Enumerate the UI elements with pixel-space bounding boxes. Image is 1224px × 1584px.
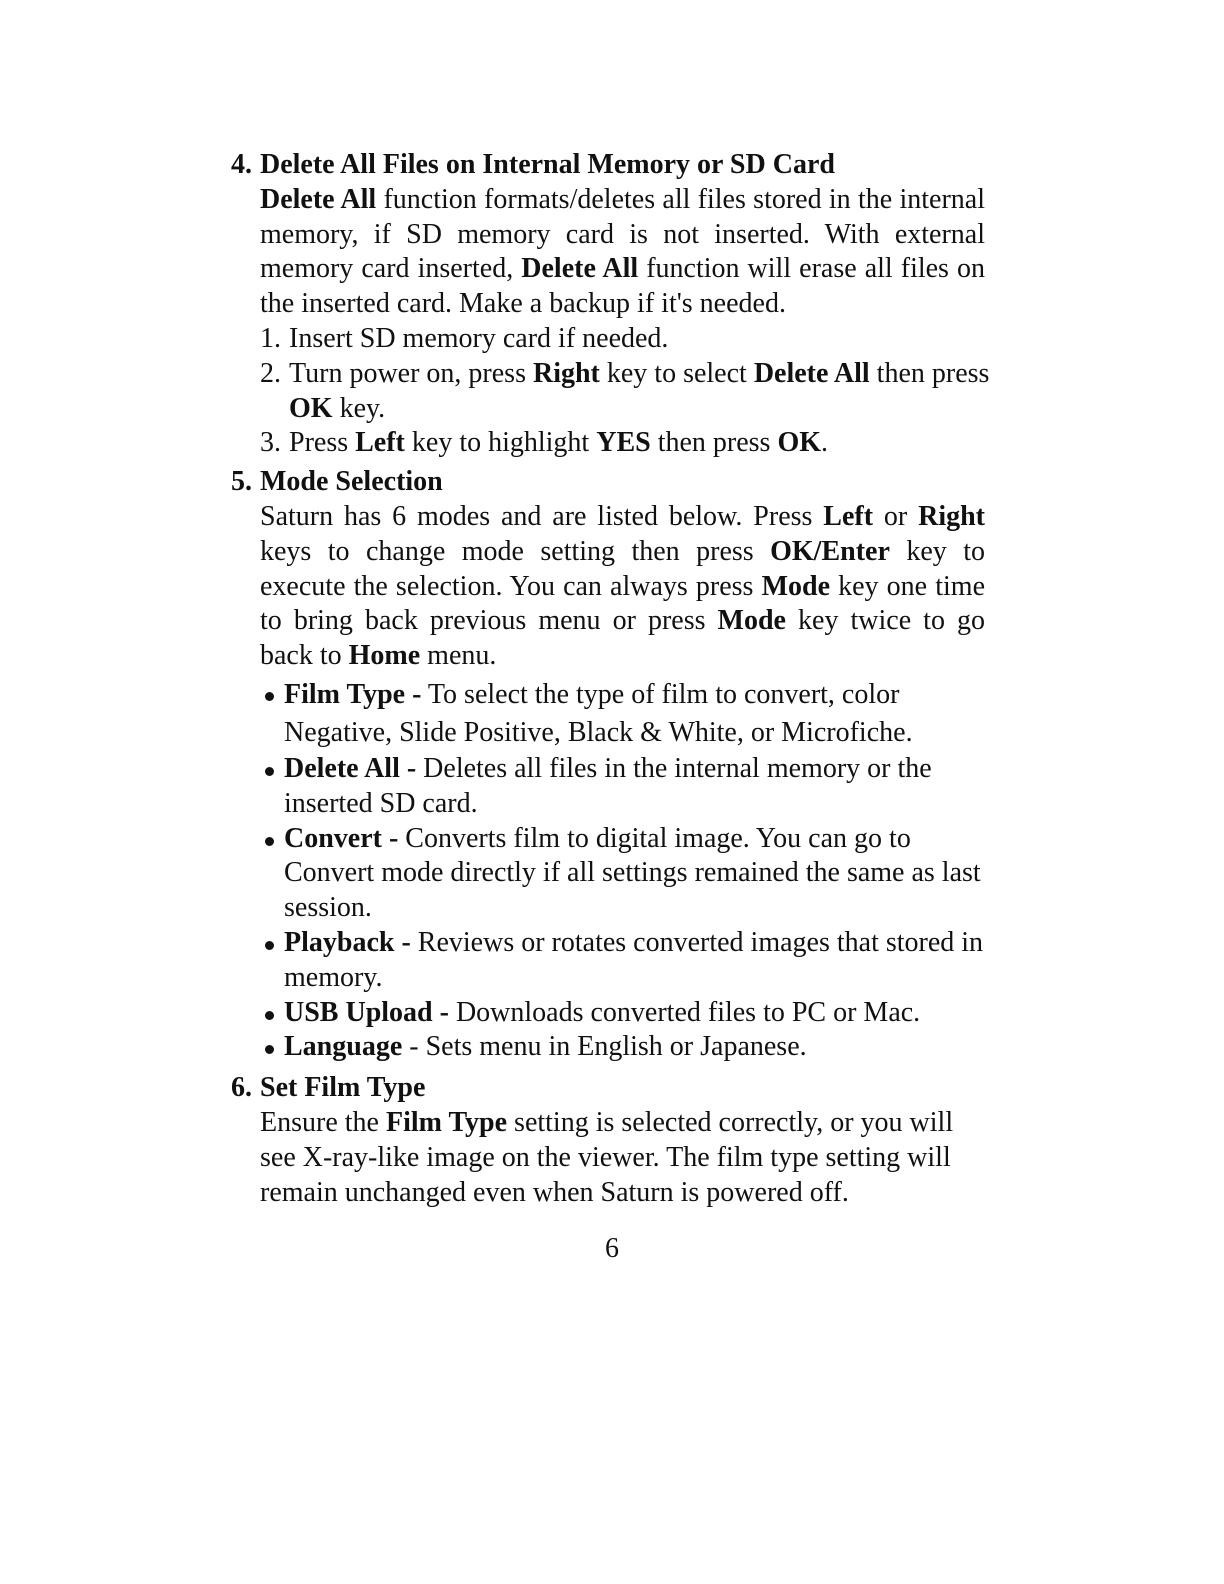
paragraph-text: key twice to go back to — [260, 605, 985, 672]
step-text: Turn power on, press — [289, 357, 533, 389]
bullet-icon — [265, 837, 274, 846]
mode-description: Converts film to digital image. You can go to Convert mode directly if all settings remained the same as last session. — [284, 822, 981, 924]
bold-term: Film Type — [385, 1106, 508, 1138]
bold-term: Delete All — [753, 357, 870, 389]
mode-name: Film Type - — [284, 678, 422, 710]
page-number: 6 — [605, 1233, 619, 1264]
step-item — [260, 357, 991, 427]
key-name: Mode — [761, 570, 831, 602]
mode-item-playback — [263, 926, 984, 996]
mode-item-delete-all — [263, 752, 984, 822]
key-name: Left — [355, 427, 405, 459]
mode-item-film-type — [263, 676, 984, 752]
mode-list — [263, 676, 991, 1065]
bold-term: YES — [596, 427, 651, 459]
bullet-icon — [265, 692, 274, 701]
mode-name: Convert - — [284, 822, 399, 854]
section-6-heading — [231, 1071, 991, 1106]
step-text: key. — [332, 392, 386, 424]
bold-term: Home — [348, 640, 421, 672]
step-text: then press — [650, 427, 778, 459]
section-number: 4. — [231, 149, 252, 180]
key-name: Left — [823, 500, 874, 532]
section-title: Set Film Type — [260, 1072, 426, 1104]
key-name: OK — [289, 392, 333, 424]
step-number: 3. — [260, 427, 281, 459]
paragraph-text: menu. — [420, 640, 497, 672]
mode-name: Playback - — [284, 926, 411, 958]
mode-name: Language — [284, 1031, 403, 1063]
step-number: 2. — [260, 357, 281, 389]
delete-all-steps — [260, 322, 991, 461]
mode-item-convert — [263, 822, 984, 926]
bold-term: Delete All — [521, 253, 639, 285]
bold-term: Delete All — [260, 183, 377, 215]
step-text: key to highlight — [404, 427, 597, 459]
bullet-icon — [265, 1045, 274, 1054]
mode-description: - Sets menu in English or Japanese. — [402, 1031, 807, 1063]
section-number: 5. — [231, 466, 252, 498]
paragraph-text: or — [873, 500, 919, 532]
section-title: Mode Selection — [260, 466, 443, 498]
paragraph-text: function formats/deletes all files stored in the internal memory, if SD memory card is not inserted. With external memory card inserted, — [260, 183, 985, 285]
step-text: Insert SD memory card if needed. — [289, 322, 669, 354]
paragraph-text: Saturn has 6 modes and are listed below. Press — [260, 500, 824, 532]
paragraph-text: setting is selected correctly, or you will see X-ray-like image on the viewer. The film type setting will remain unchanged even when Saturn is powered off. — [260, 1106, 954, 1208]
mode-item-language — [263, 1030, 984, 1065]
section-5-heading — [231, 465, 991, 500]
key-name: Right — [532, 357, 600, 389]
step-text: key to select — [599, 357, 754, 389]
key-name: OK — [777, 427, 822, 459]
manual-page — [231, 148, 991, 1210]
key-name: Mode — [717, 605, 786, 637]
key-name: OK/Enter — [770, 535, 890, 567]
bullet-icon — [265, 941, 274, 950]
paragraph-text: keys to change mode setting then press — [260, 535, 771, 567]
step-text: then press — [869, 357, 990, 389]
bullet-icon — [265, 1011, 274, 1020]
step-text: Press — [289, 427, 356, 459]
section-4-heading — [231, 148, 991, 183]
mode-description: Deletes all files in the internal memory or the inserted SD card. — [284, 752, 932, 819]
section-title: Delete All Files on Internal Memory or SD Card — [260, 149, 835, 180]
step-item — [260, 426, 991, 461]
section-4-paragraph — [260, 183, 985, 322]
section-number: 6. — [231, 1072, 252, 1104]
key-name: Right — [918, 500, 985, 532]
step-item — [260, 322, 991, 357]
mode-description: Reviews or rotates converted images that stored in memory. — [284, 926, 984, 993]
paragraph-text: Ensure the — [260, 1106, 386, 1138]
mode-description: To select the type of film to convert, color Negative, Slide Positive, Black & White, or Microfiche. — [284, 678, 913, 748]
bullet-icon — [265, 767, 274, 776]
section-6-paragraph — [260, 1106, 985, 1210]
mode-name: USB Upload - — [284, 996, 449, 1028]
paragraph-text: key to execute the selection. You can always press — [260, 535, 985, 602]
paragraph-text: key one time to bring back previous menu or press — [260, 570, 985, 637]
step-number: 1. — [260, 322, 281, 354]
mode-description: Downloads converted files to PC or Mac. — [448, 996, 921, 1028]
section-5-paragraph — [260, 500, 985, 674]
mode-item-usb-upload — [263, 996, 984, 1031]
step-text: . — [821, 427, 829, 459]
paragraph-text: function will erase all files on the inserted card. Make a backup if it's needed. — [260, 253, 985, 320]
mode-name: Delete All - — [284, 752, 417, 784]
